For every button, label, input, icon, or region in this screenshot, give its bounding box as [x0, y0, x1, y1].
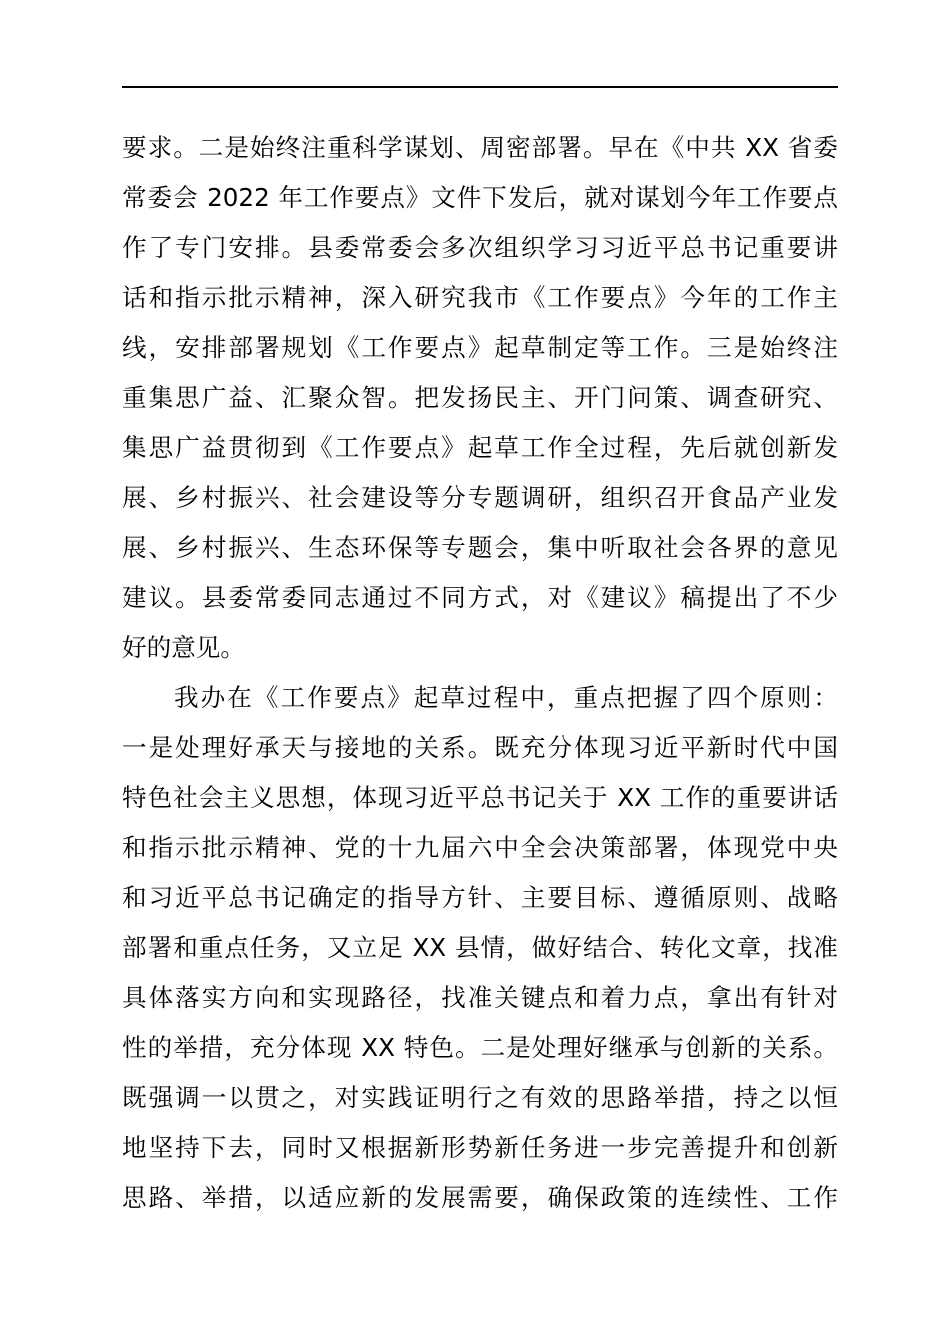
text-line-13: 一是处理好承天与接地的关系。既充分体现习近平新时代中国 [122, 733, 838, 762]
header-rule [122, 86, 838, 88]
body-text [122, 123, 838, 1223]
text-line-4: 话和指示批示精神，深入研究我市《工作要点》今年的工作主 [122, 283, 838, 312]
text-line-14: 特色社会主义思想，体现习近平总书记关于 XX 工作的重要讲话 [122, 783, 838, 812]
text-line-18: 具体落实方向和实现路径，找准关键点和着力点，拿出有针对 [122, 983, 838, 1012]
text-line-6: 重集思广益、汇聚众智。把发扬民主、开门问策、调查研究、 [122, 383, 838, 412]
text-line-5: 线，安排部署规划《工作要点》起草制定等工作。三是始终注 [122, 333, 838, 362]
text-line-7: 集思广益贯彻到《工作要点》起草工作全过程，先后就创新发 [122, 433, 838, 462]
text-line-20: 既强调一以贯之，对实践证明行之有效的思路举措，持之以恒 [122, 1083, 838, 1112]
text-line-2: 常委会 2022 年工作要点》文件下发后，就对谋划今年工作要点 [122, 183, 838, 212]
text-line-21: 地坚持下去，同时又根据新形势新任务进一步完善提升和创新 [122, 1133, 838, 1162]
text-line-22: 思路、举措，以适应新的发展需要，确保政策的连续性、工作 [122, 1183, 838, 1212]
text-line-12: 我办在《工作要点》起草过程中，重点把握了四个原则： [174, 683, 838, 712]
text-line-19: 性的举措，充分体现 XX 特色。二是处理好继承与创新的关系。 [122, 1033, 838, 1062]
text-line-8: 展、乡村振兴、社会建设等分专题调研，组织召开食品产业发 [122, 483, 838, 512]
text-line-16: 和习近平总书记确定的指导方针、主要目标、遵循原则、战略 [122, 883, 838, 912]
text-line-3: 作了专门安排。县委常委会多次组织学习习近平总书记重要讲 [122, 233, 838, 262]
text-line-15: 和指示批示精神、党的十九届六中全会决策部署，体现党中央 [122, 833, 838, 862]
text-line-9: 展、乡村振兴、生态环保等专题会，集中听取社会各界的意见 [122, 533, 838, 562]
text-line-1: 要求。二是始终注重科学谋划、周密部署。早在《中共 XX 省委 [122, 133, 838, 162]
text-line-11: 好的意见。 [122, 633, 245, 662]
text-line-17: 部署和重点任务，又立足 XX 县情，做好结合、转化文章，找准 [122, 933, 838, 962]
text-line-10: 建议。县委常委同志通过不同方式，对《建议》稿提出了不少 [122, 583, 838, 612]
